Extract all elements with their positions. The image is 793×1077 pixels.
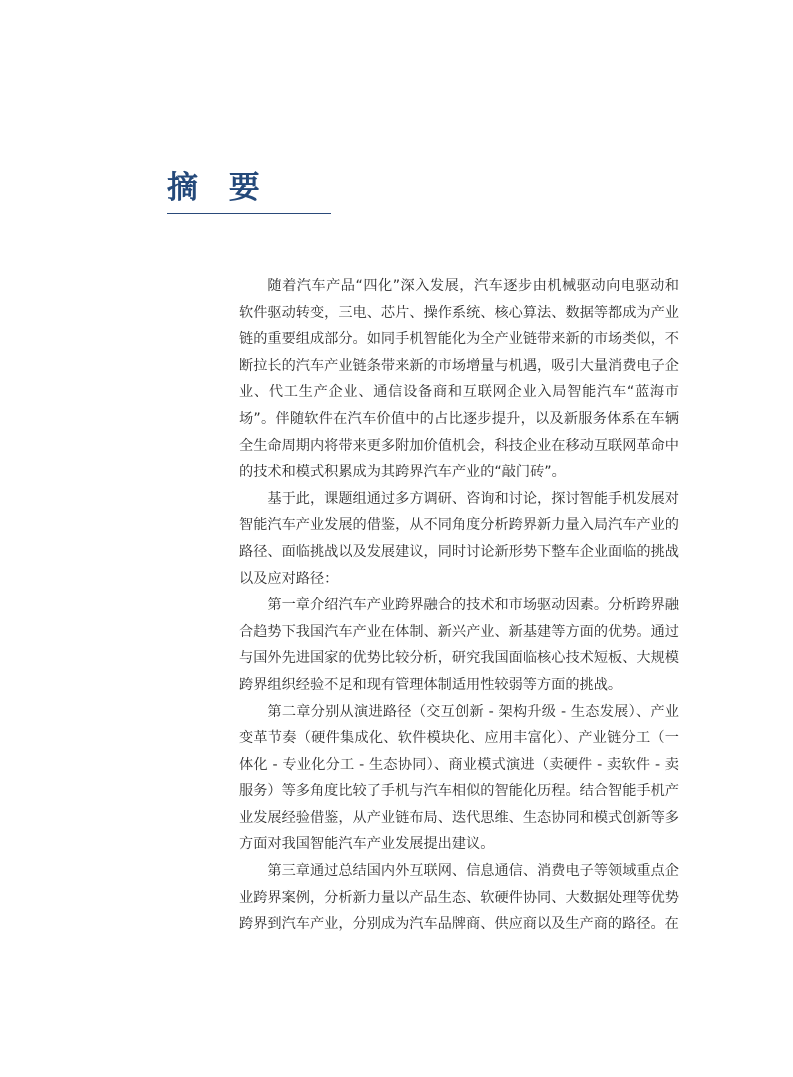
abstract-body bbox=[239, 273, 679, 938]
paragraph: 第三章通过总结国内外互联网、信息通信、消费电子等领域重点企业跨界案例，分析新力量以产品生态、软硬件协同、大数据处理等优势跨界到汽车产业，分别成为汽车品牌商、供应商以及生产商的路径。在 bbox=[239, 863, 679, 933]
paragraph: 基于此，课题组通过多方调研、咨询和讨论，探讨智能手机发展对智能汽车产业发展的借鉴，从不同角度分析跨界新力量入局汽车产业的路径、面临挑战以及发展建议，同时讨论新形势下整车企业面临的挑战以及应对路径： bbox=[239, 490, 679, 587]
title-underline bbox=[167, 213, 331, 214]
paragraph: 第一章介绍汽车产业跨界融合的技术和市场驱动因素。分析跨界融合趋势下我国汽车产业在体制、新兴产业、新基建等方面的优势。通过与国外先进国家的优势比较分析，研究我国面临核心技术短板、大规模跨界组织经验不足和现有管理体制适用性较弱等方面的挑战。 bbox=[239, 597, 679, 693]
paragraph: 随着汽车产品“四化”深入发展，汽车逐步由机械驱动向电驱动和软件驱动转变，三电、芯片、操作系统、核心算法、数据等都成为产业链的重要组成部分。如同手机智能化为全产业链带来新的市场类似，不断拉长的汽车产业链条带来新的市场增量与机遇，吸引大量消费电子企业、代工生产企业、通信设备商和互联网企业入局智能汽车“蓝海市场”。伴随软件在汽车价值中的占比逐步提升，以及新服务体系在车辆全生命周期内将带来更多附加价值机会，科技企业在移动互联网革命中的技术和模式积累成为其跨界汽车产业的“敲门砖”。 bbox=[239, 278, 679, 481]
page-title: 摘 要 bbox=[167, 170, 270, 206]
paragraph: 第二章分别从演进路径（交互创新 - 架构升级 - 生态发展）、产业变革节奏（硬件集成化、软件模块化、应用丰富化）、产业链分工（一体化 - 专业化分工 - 生态协同）、商业模式演进（卖硬件 - 卖软件 - 卖服务）等多角度比较了手机与汽车相似的智能化历程。结合智能手机产业发展经验借鉴，从产业链布局、迭代思维、生态协同和模式创新等多方面对我国智能汽车产业发展提出建议。 bbox=[239, 703, 679, 853]
